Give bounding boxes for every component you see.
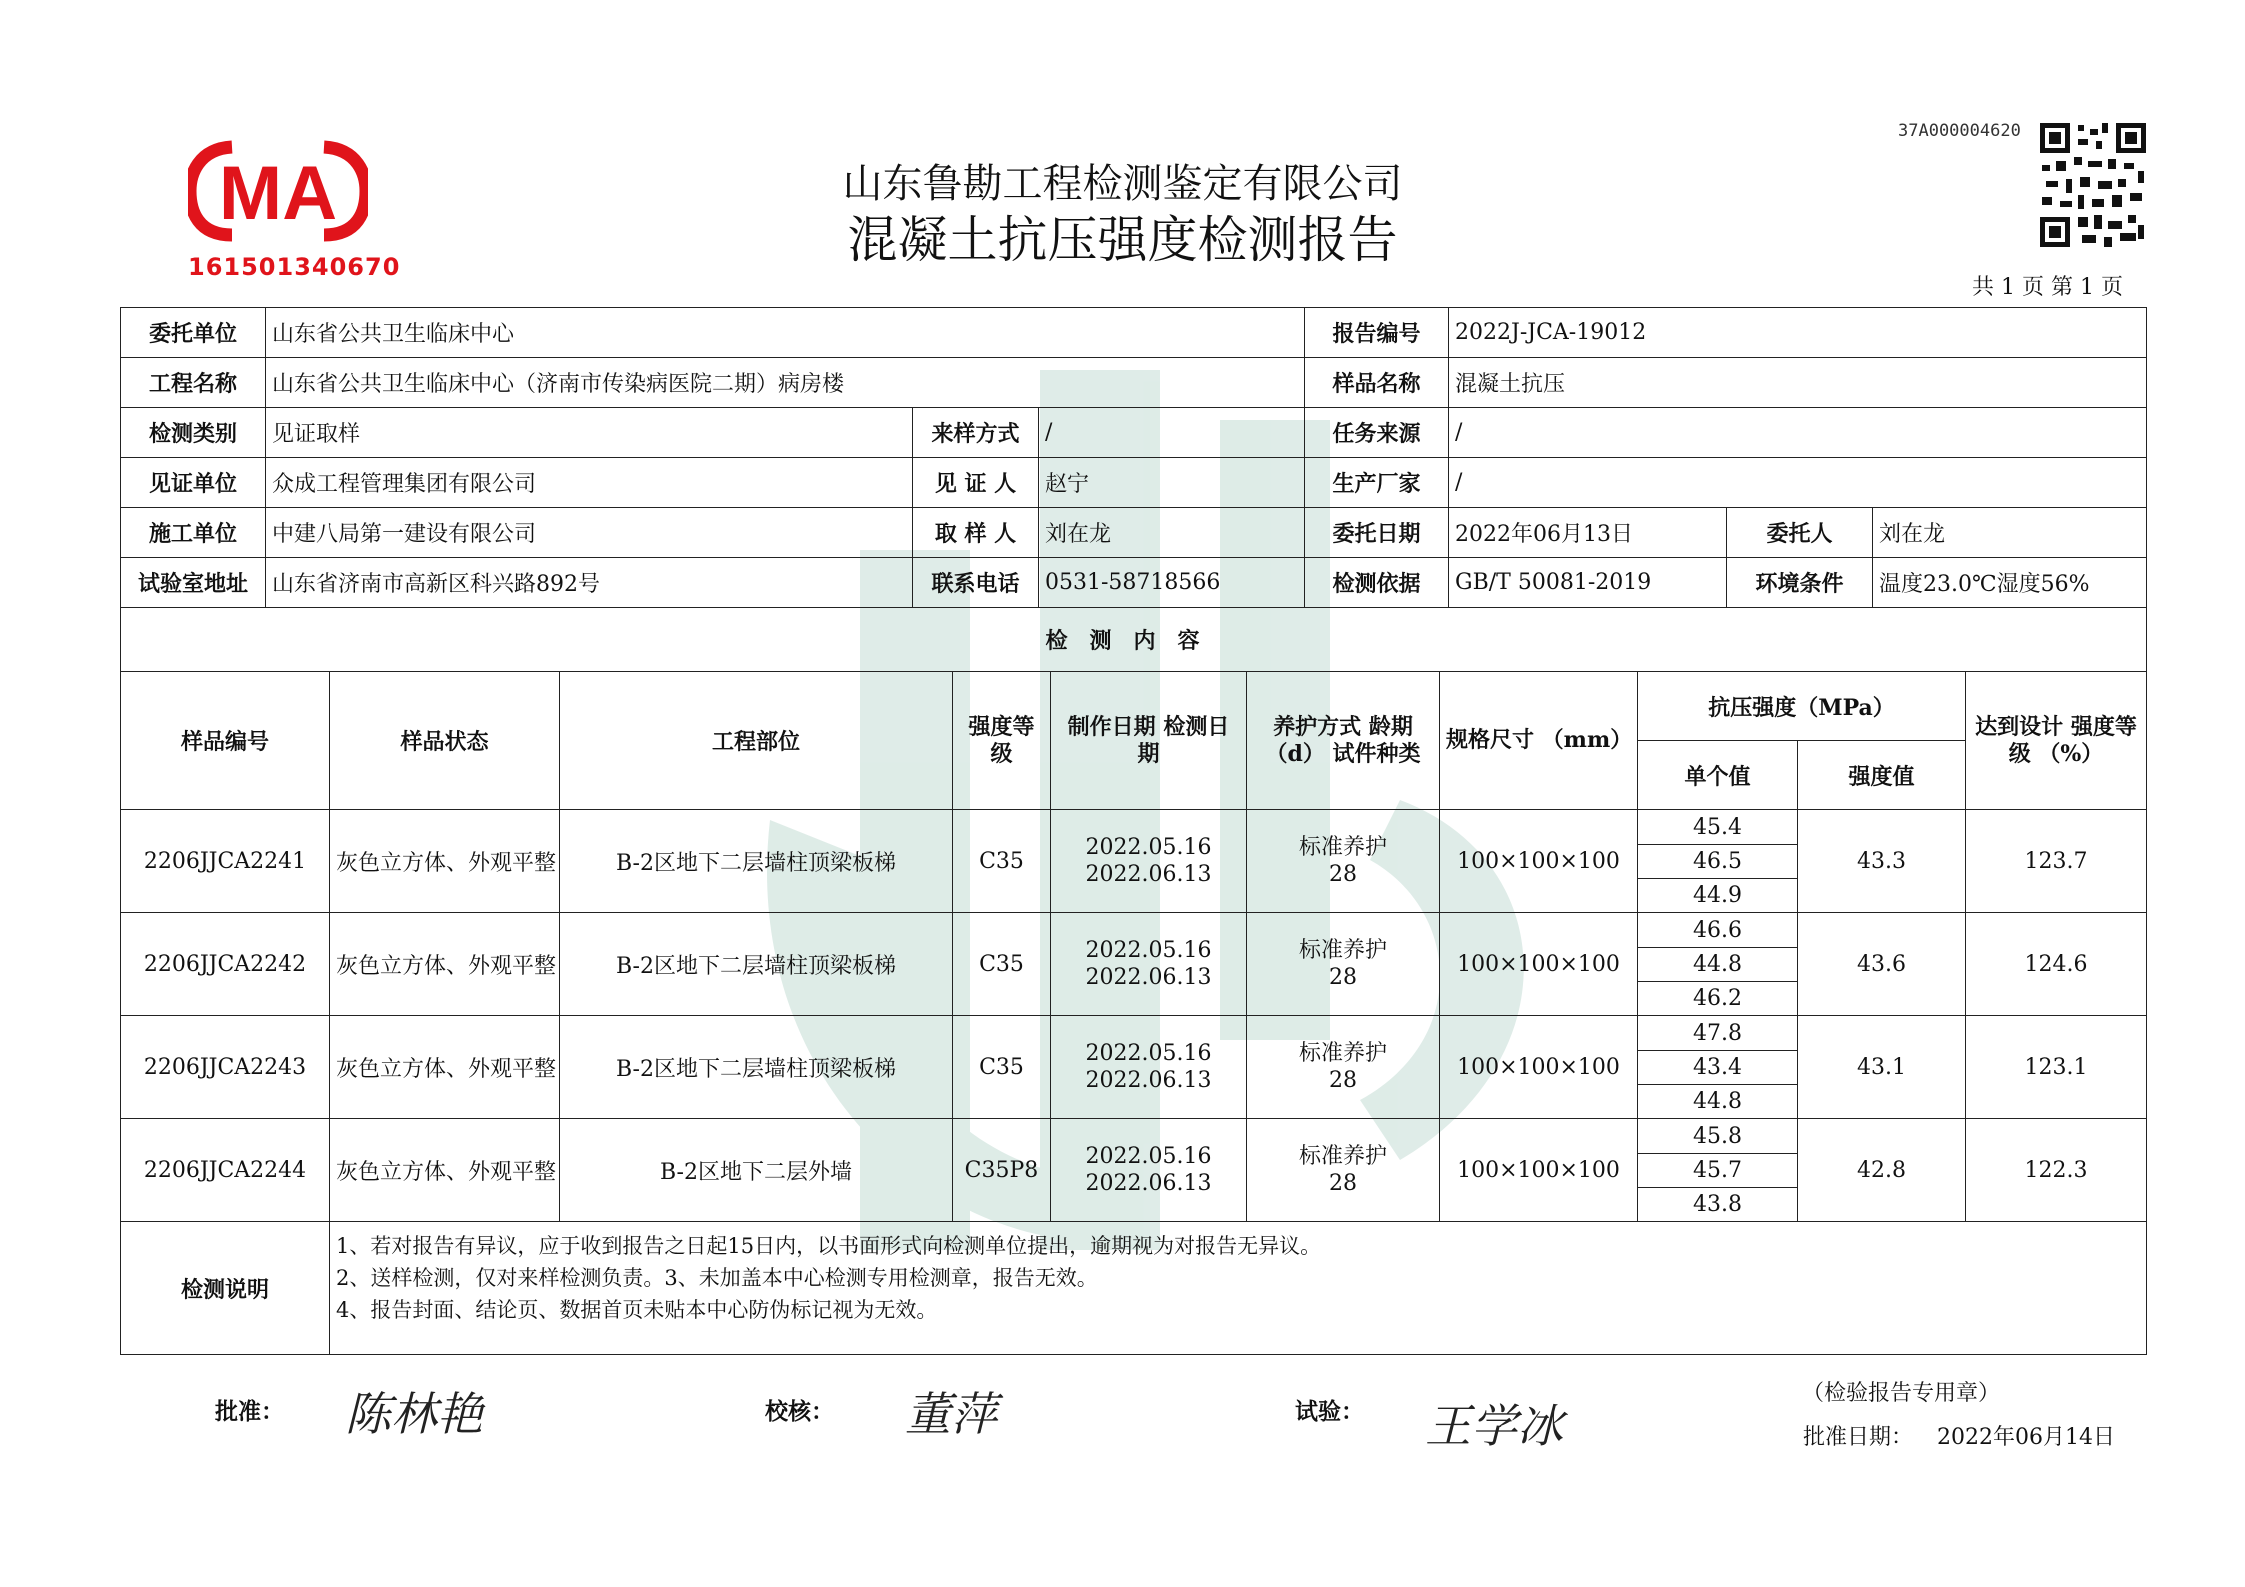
location: B-2区地下二层外墙 bbox=[560, 1119, 953, 1222]
dates bbox=[1051, 913, 1247, 1016]
project-value: 山东省公共卫生临床中心（济南市传染病医院二期）病房楼 bbox=[266, 358, 1305, 408]
phone-label: 联系电话 bbox=[913, 558, 1039, 608]
table-row bbox=[121, 810, 2147, 913]
test-date: 2022.06.13 bbox=[1085, 1171, 1212, 1196]
sample-state: 灰色立方体、外观平整 bbox=[330, 810, 560, 913]
grade: C35P8 bbox=[953, 1119, 1051, 1222]
single-value: 43.4 bbox=[1638, 1050, 1797, 1084]
note-line: 1、若对报告有异议，应于收到报告之日起15日内，以书面形式向检测单位提出，逾期视为对报告无异议。 bbox=[336, 1234, 1322, 1258]
strength-value: 43.1 bbox=[1798, 1016, 1966, 1119]
curing-type: 标准养护 bbox=[1298, 835, 1387, 860]
results-table bbox=[120, 671, 2147, 1355]
location: B-2区地下二层墙柱顶梁板梯 bbox=[560, 913, 953, 1016]
sample-state: 灰色立方体、外观平整 bbox=[330, 1119, 560, 1222]
make-date: 2022.05.16 bbox=[1085, 1041, 1212, 1066]
construction-label: 施工单位 bbox=[121, 508, 266, 558]
notes-label: 检测说明 bbox=[121, 1222, 330, 1355]
test-type-value: 见证取样 bbox=[266, 408, 913, 458]
lab-address-value: 山东省济南市高新区科兴路892号 bbox=[266, 558, 913, 608]
curing bbox=[1247, 810, 1440, 913]
entrust-date-label: 委托日期 bbox=[1305, 508, 1449, 558]
witness-label: 见 证 人 bbox=[913, 458, 1039, 508]
single-value: 45.4 bbox=[1638, 811, 1797, 845]
percent-value: 124.6 bbox=[1966, 913, 2147, 1016]
entruster-label: 委托人 bbox=[1727, 508, 1873, 558]
task-source-value: / bbox=[1449, 408, 2147, 458]
col-strength-group: 抗压强度（MPa） bbox=[1638, 672, 1966, 741]
col-single: 单个值 bbox=[1638, 741, 1798, 810]
single-value: 47.8 bbox=[1638, 1017, 1797, 1051]
grade: C35 bbox=[953, 913, 1051, 1016]
percent-value: 123.7 bbox=[1966, 810, 2147, 913]
curing-type: 标准养护 bbox=[1298, 1144, 1387, 1169]
section-title: 检测内容 bbox=[121, 608, 2147, 672]
single-value: 44.8 bbox=[1638, 947, 1797, 981]
col-percent: 达到设计 强度等级 （%） bbox=[1966, 672, 2147, 810]
single-values bbox=[1638, 913, 1798, 1016]
curing-age: 28 bbox=[1329, 1171, 1357, 1196]
curing-age: 28 bbox=[1329, 1068, 1357, 1093]
notes-text bbox=[330, 1222, 2147, 1355]
test-date: 2022.06.13 bbox=[1085, 1068, 1212, 1093]
review-label: 校核： bbox=[765, 1398, 834, 1425]
curing bbox=[1247, 1016, 1440, 1119]
sample-no: 2206JJCA2241 bbox=[121, 810, 330, 913]
construction-value: 中建八局第一建设有限公司 bbox=[266, 508, 913, 558]
witness-unit-value: 众成工程管理集团有限公司 bbox=[266, 458, 913, 508]
client-label: 委托单位 bbox=[121, 308, 266, 358]
sampler-label: 取 样 人 bbox=[913, 508, 1039, 558]
curing-age: 28 bbox=[1329, 965, 1357, 990]
entrust-date-value: 2022年06月13日 bbox=[1449, 508, 1727, 558]
sample-name-value: 混凝土抗压 bbox=[1449, 358, 2147, 408]
sample-state: 灰色立方体、外观平整 bbox=[330, 1016, 560, 1119]
witness-value: 赵宁 bbox=[1039, 458, 1305, 508]
strength-value: 43.6 bbox=[1798, 913, 1966, 1016]
basis-label: 检测依据 bbox=[1305, 558, 1449, 608]
env-value: 温度23.0℃湿度56% bbox=[1873, 558, 2147, 608]
single-value: 44.8 bbox=[1693, 1088, 1742, 1114]
curing bbox=[1247, 1119, 1440, 1222]
sample-no: 2206JJCA2243 bbox=[121, 1016, 330, 1119]
location: B-2区地下二层墙柱顶梁板梯 bbox=[560, 810, 953, 913]
sampling-method-label: 来样方式 bbox=[913, 408, 1039, 458]
percent-value: 123.1 bbox=[1966, 1016, 2147, 1119]
col-location: 工程部位 bbox=[560, 672, 953, 810]
test-label: 试验： bbox=[1295, 1398, 1364, 1425]
single-value: 46.2 bbox=[1693, 985, 1742, 1011]
strength-value: 43.3 bbox=[1798, 810, 1966, 913]
make-date: 2022.05.16 bbox=[1085, 835, 1212, 860]
make-date: 2022.05.16 bbox=[1085, 1144, 1212, 1169]
table-row bbox=[121, 913, 2147, 1016]
test-type-label: 检测类别 bbox=[121, 408, 266, 458]
sample-name-label: 样品名称 bbox=[1305, 358, 1449, 408]
dates bbox=[1051, 1016, 1247, 1119]
single-values bbox=[1638, 810, 1798, 913]
approve-signature: 陈林艳 bbox=[345, 1387, 483, 1441]
report-no-value: 2022J-JCA-19012 bbox=[1449, 308, 2147, 358]
size: 100×100×100 bbox=[1440, 810, 1638, 913]
lab-address-label: 试验室地址 bbox=[121, 558, 266, 608]
single-value: 45.8 bbox=[1638, 1120, 1797, 1154]
table-row bbox=[121, 1119, 2147, 1222]
sampling-method-value: / bbox=[1039, 408, 1305, 458]
strength-value: 42.8 bbox=[1798, 1119, 1966, 1222]
approve-date-value: 2022年06月14日 bbox=[1937, 1425, 2115, 1450]
manufacturer-value: / bbox=[1449, 458, 2147, 508]
task-source-label: 任务来源 bbox=[1305, 408, 1449, 458]
curing-age: 28 bbox=[1329, 862, 1357, 887]
single-value: 43.8 bbox=[1693, 1191, 1742, 1217]
single-value: 44.9 bbox=[1693, 882, 1742, 908]
report-no-label: 报告编号 bbox=[1305, 308, 1449, 358]
percent-value: 122.3 bbox=[1966, 1119, 2147, 1222]
col-dates: 制作日期 检测日期 bbox=[1051, 672, 1247, 810]
approve-label: 批准： bbox=[215, 1398, 284, 1425]
review-signature: 董萍 bbox=[905, 1387, 997, 1441]
qr-code-icon bbox=[2038, 121, 2148, 249]
single-values bbox=[1638, 1119, 1798, 1222]
page-info: 共 1 页 第 1 页 bbox=[1972, 275, 2123, 300]
single-value: 46.5 bbox=[1638, 844, 1797, 878]
size: 100×100×100 bbox=[1440, 1016, 1638, 1119]
grade: C35 bbox=[953, 810, 1051, 913]
single-value: 46.6 bbox=[1638, 914, 1797, 948]
note-line: 2、送样检测，仅对来样检测负责。3、未加盖本中心检测专用检测章，报告无效。 bbox=[336, 1266, 1098, 1290]
approve-date-label: 批准日期： bbox=[1803, 1425, 1914, 1450]
size: 100×100×100 bbox=[1440, 1119, 1638, 1222]
test-date: 2022.06.13 bbox=[1085, 965, 1212, 990]
cma-code: 161501340670 bbox=[188, 253, 401, 281]
entruster-value: 刘在龙 bbox=[1873, 508, 2147, 558]
curing-type: 标准养护 bbox=[1298, 938, 1387, 963]
col-size: 规格尺寸 （mm） bbox=[1440, 672, 1638, 810]
report-title: 混凝土抗压强度检测报告 bbox=[847, 211, 1398, 269]
manufacturer-label: 生产厂家 bbox=[1305, 458, 1449, 508]
sample-state: 灰色立方体、外观平整 bbox=[330, 913, 560, 1016]
client-value: 山东省公共卫生临床中心 bbox=[266, 308, 1305, 358]
seal-text: （检验报告专用章） bbox=[1802, 1381, 2001, 1406]
org-name: 山东鲁勘工程检测鉴定有限公司 bbox=[842, 161, 1403, 207]
basis-value: GB/T 50081-2019 bbox=[1449, 558, 1727, 608]
col-strength: 强度值 bbox=[1798, 741, 1966, 810]
grade: C35 bbox=[953, 1016, 1051, 1119]
col-sample-no: 样品编号 bbox=[121, 672, 330, 810]
test-signature: 王学冰 bbox=[1425, 1399, 1563, 1453]
single-value: 45.7 bbox=[1638, 1153, 1797, 1187]
sample-no: 2206JJCA2244 bbox=[121, 1119, 330, 1222]
sampler-value: 刘在龙 bbox=[1039, 508, 1305, 558]
witness-unit-label: 见证单位 bbox=[121, 458, 266, 508]
sample-no: 2206JJCA2242 bbox=[121, 913, 330, 1016]
phone-value: 0531-58718566 bbox=[1039, 558, 1305, 608]
col-grade: 强度等级 bbox=[953, 672, 1051, 810]
curing bbox=[1247, 913, 1440, 1016]
note-line: 4、报告封面、结论页、数据首页未贴本中心防伪标记视为无效。 bbox=[336, 1298, 938, 1322]
info-table bbox=[120, 307, 2147, 672]
table-row bbox=[121, 1016, 2147, 1119]
project-label: 工程名称 bbox=[121, 358, 266, 408]
make-date: 2022.05.16 bbox=[1085, 938, 1212, 963]
curing-type: 标准养护 bbox=[1298, 1041, 1387, 1066]
location: B-2区地下二层墙柱顶梁板梯 bbox=[560, 1016, 953, 1119]
dates bbox=[1051, 1119, 1247, 1222]
col-curing: 养护方式 龄期（d） 试件种类 bbox=[1247, 672, 1440, 810]
env-label: 环境条件 bbox=[1727, 558, 1873, 608]
qr-serial: 37A000004620 bbox=[1898, 121, 2021, 141]
ma-text: MA bbox=[218, 151, 338, 236]
test-date: 2022.06.13 bbox=[1085, 862, 1212, 887]
size: 100×100×100 bbox=[1440, 913, 1638, 1016]
dates bbox=[1051, 810, 1247, 913]
single-values bbox=[1638, 1016, 1798, 1119]
col-sample-state: 样品状态 bbox=[330, 672, 560, 810]
